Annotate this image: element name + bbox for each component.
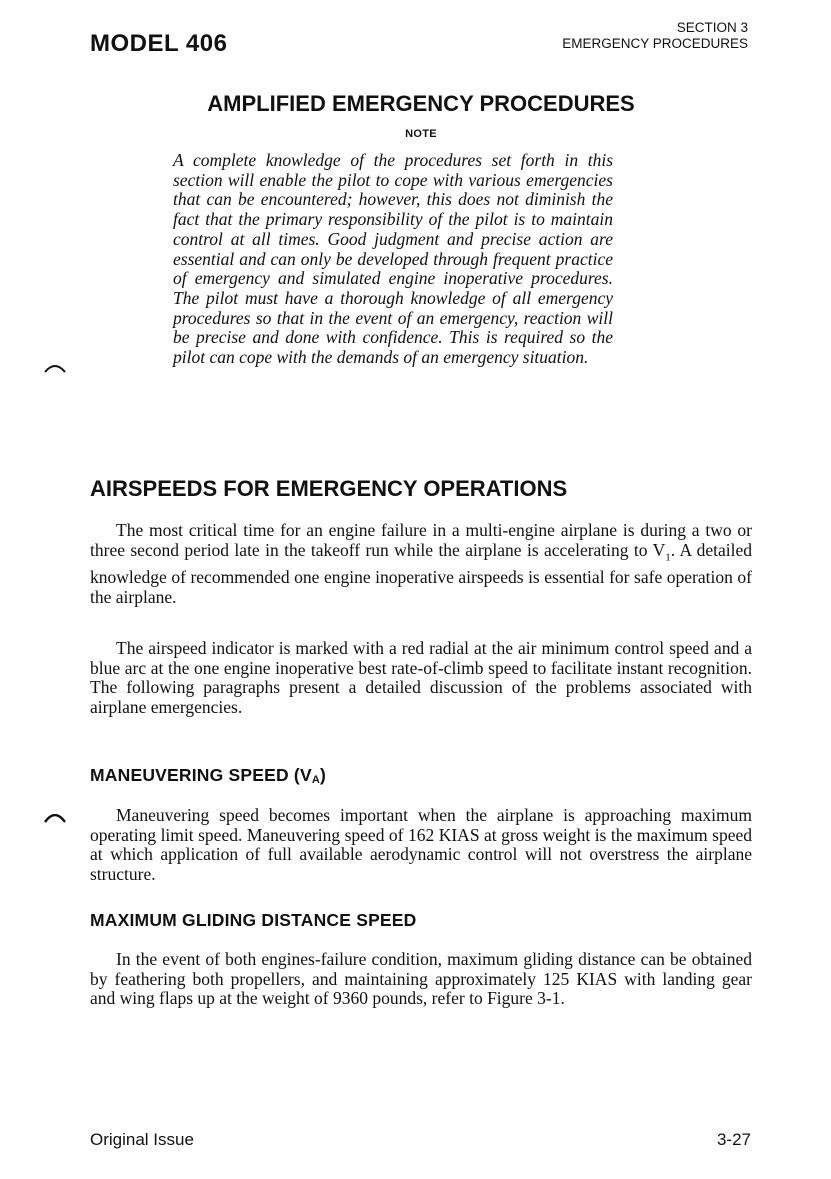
amplified-procedures-heading: AMPLIFIED EMERGENCY PROCEDURES [207,91,635,116]
note-label: NOTE [405,128,437,140]
model-title: MODEL 406 [90,30,228,57]
va-subscript: A [311,774,320,786]
section-title: EMERGENCY PROCEDURES [562,36,748,51]
airspeeds-paragraph-1 [90,521,752,607]
note-text: A complete knowledge of the procedures set forth in this section will enable the pilot to cope with various emergencies that can be encountered; however, this does not diminish the fact that the primary responsibility of the pilot is to maintain control at all times. Good judgment and precise action are essential and can only be developed through frequent practice of emergency and simulated engine inoperative procedures. The pilot must have a thorough knowledge of all emergency procedures so that in the event of an emergency, reaction will be precise and done with confidence. This is required so the pilot can cope with the demands of an emergency situation. [173,150,613,368]
section-header [562,20,748,52]
maneuvering-heading-text: MANEUVERING SPEED (V [90,765,312,785]
footer-issue: Original Issue [90,1130,194,1149]
change-bar-icon [44,814,66,824]
airspeeds-paragraph-2: The airspeed indicator is marked with a red radial at the air minimum control speed and a blue arc at the one engine inoperative best rate-of-climb speed to facilitate instant recognition. The following paragraphs present a detailed discussion of the problems associated with airplane emergencies. [90,638,752,718]
airspeeds-para1-text: The most critical time for an engine failure in a multi-engine airplane is during a two or three second period late in the takeoff run while the airplane is accelerating to V [90,520,752,560]
gliding-paragraph: In the event of both engines-failure condition, maximum gliding distance can be obtained by feathering both propellers, and maintaining approximately 125 KIAS with landing gear and wing flaps up at the weight of 9360 pounds, refer to Figure 3-1. [90,949,752,1009]
airspeeds-para1-text-cont: . A detailed knowledge of recommended one engine inoperative airspeeds is essential for safe operation of the airplane. [90,539,752,607]
section-number: SECTION 3 [676,20,748,35]
maneuvering-paragraph: Maneuvering speed becomes important when the airplane is approaching maximum operating limit speed. Maneuvering speed of 162 KIAS at gross weight is the maximum speed at which application of full available aerodynamic control will not overstress the airplane structure. [90,805,752,885]
v1-subscript: 1 [665,551,671,564]
page-number: 3-27 [716,1130,751,1149]
maneuvering-speed-heading [90,765,326,786]
airspeeds-heading: AIRSPEEDS FOR EMERGENCY OPERATIONS [90,476,568,501]
gliding-distance-heading: MAXIMUM GLIDING DISTANCE SPEED [90,910,417,930]
change-bar-icon [44,364,66,374]
maneuvering-heading-close: ) [319,765,326,785]
